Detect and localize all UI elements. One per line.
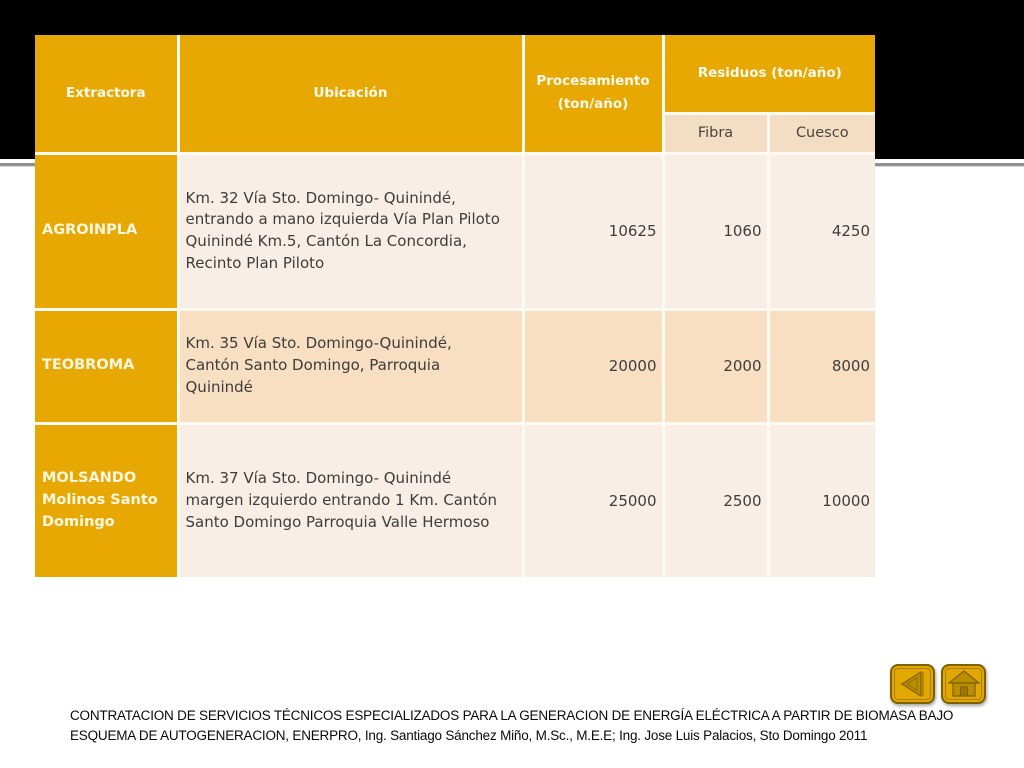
cell-ubicacion: Km. 35 Vía Sto. Domingo-Quinindé, Cantón Santo Domingo, Parroquia Quinindé [178, 309, 523, 423]
cell-fibra: 1060 [663, 153, 768, 309]
table-row-teobroma [35, 309, 875, 423]
cell-extractora: AGROINPLA [35, 153, 178, 309]
footer-line-2: ESQUEMA DE AUTOGENERACION, ENERPRO, Ing. Santiago Sánchez Miño, M.Sc., M.E.E; Ing. Jose Luis Palacios, Sto Domingo 2011 [70, 727, 868, 743]
col-header-cuesco: Cuesco [768, 113, 875, 153]
back-button[interactable] [890, 664, 935, 704]
slide-footer-citation [70, 706, 960, 745]
back-arrow-icon [896, 669, 930, 699]
cell-procesamiento: 20000 [523, 309, 663, 423]
cell-cuesco: 4250 [768, 153, 875, 309]
cell-procesamiento: 25000 [523, 423, 663, 577]
home-button[interactable] [941, 664, 986, 704]
footer-line-1: CONTRATACION DE SERVICIOS TÉCNICOS ESPECIALIZADOS PARA LA GENERACION DE ENERGÍA ELÉCTRICA A PARTIR DE BIOMASA BAJO [70, 708, 954, 723]
cell-ubicacion: Km. 32 Vía Sto. Domingo- Quinindé, entrando a mano izquierda Vía Plan Piloto Quinindé Km.5, Cantón La Concordia, Recinto Plan Piloto [178, 153, 523, 309]
cell-fibra: 2000 [663, 309, 768, 423]
table-row-molsando [35, 423, 875, 577]
cell-cuesco: 8000 [768, 309, 875, 423]
table-row-agroinpla [35, 153, 875, 309]
col-header-residuos: Residuos (ton/año) [663, 35, 875, 113]
cell-fibra: 2500 [663, 423, 768, 577]
cell-ubicacion: Km. 37 Vía Sto. Domingo- Quinindé margen izquierdo entrando 1 Km. Cantón Santo Domingo Parroquia Valle Hermoso [178, 423, 523, 577]
extractoras-table [35, 35, 875, 577]
col-header-extractora: Extractora [35, 35, 178, 153]
cell-extractora: MOLSANDO Molinos Santo Domingo [35, 423, 178, 577]
home-icon [947, 669, 981, 699]
col-header-ubicacion: Ubicación [178, 35, 523, 153]
cell-extractora: TEOBROMA [35, 309, 178, 423]
cell-procesamiento: 10625 [523, 153, 663, 309]
col-header-fibra: Fibra [663, 113, 768, 153]
col-header-procesamiento: Procesamiento (ton/año) [523, 35, 663, 153]
extractoras-table-wrap [35, 35, 875, 577]
cell-cuesco: 10000 [768, 423, 875, 577]
